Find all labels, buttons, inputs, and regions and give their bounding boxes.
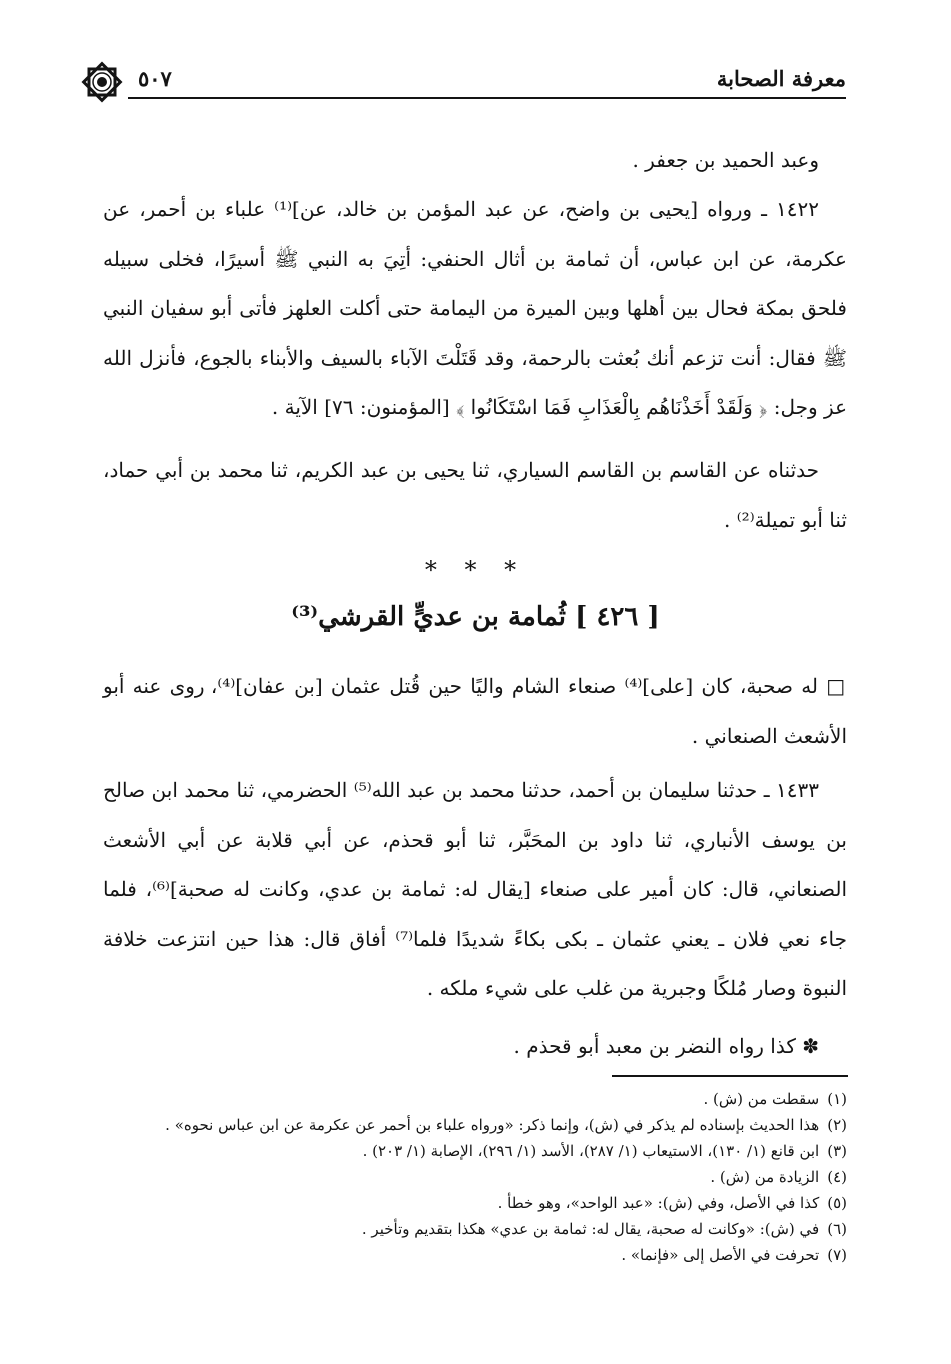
footnote-text: ابن قانع (١/ ١٣٠)، الاستيعاب (١/ ٢٨٧)، الأسد (١/ ٢٩٦)، الإصابة (١/ ٢٠٣) . xyxy=(362,1142,820,1160)
biography-paragraph: □ له صحبة، كان [على]⁽⁴⁾ صنعاء الشام واليًا حين قُتل عثمان [بن عفان]⁽⁴⁾، روى عنه أبو الأشعث الصنعاني . xyxy=(103,674,847,748)
hadith-1433: ١٤٣٣ ـ حدثنا سليمان بن أحمد، حدثنا محمد بن عبد الله⁽⁵⁾ الحضرمي، ثنا محمد ابن صالح بن يوسف الأنباري، ثنا داود بن المحَبَّر، ثنا أبو قحذم، عن أبي قلابة عن أبي الأشعث الصنعاني، قال: كان أمير على صنعاء [يقال له: ثمامة بن عدي، وكانت له صحبة]⁽⁶⁾، فلما جاء نعي فلان ـ يعني عثمان ـ بكى بكاءً شديدًا فلما⁽⁷⁾ أفاق قال: هذا حين انتزعت خلافة النبوة وصار مُلكًا وجبرية من غلب على شيء ملكه . xyxy=(103,778,847,1000)
footnote-text: كذا في الأصل، وفي (ش): «عبد الواحد»، وهو خطأ . xyxy=(497,1194,820,1212)
footnote xyxy=(87,1086,847,1112)
footnote-number: (٤) xyxy=(827,1168,847,1186)
footnote-text: سقطت من (ش) . xyxy=(703,1090,820,1108)
footnote-rule xyxy=(612,1075,848,1077)
footnotes xyxy=(87,1086,847,1268)
page-header xyxy=(80,56,846,102)
page-number: ٥٠٧ xyxy=(138,66,172,91)
hadith-1422: ١٤٢٢ ـ ورواه [يحيى بن واضح، عن عبد المؤمن بن خالد، عن]⁽¹⁾ علباء بن أحمر، عن عكرمة، عن ابن عباس، أن ثمامة بن أثال الحنفي: أتِيَ به النبي ﷺ أسيرًا، فخلى سبيله فلحق بمكة فحال بين أهلها وبين الميرة من اليمامة حتى أكلت العلهز فأتى أبو سفيان النبي ﷺ فقال: أنت تزعم أنك بُعثت بالرحمة، وقد قَتَلْتَ الآباء بالسيف والأبناء بالجوع، فأنزل الله عز وجل: ﴿ وَلَقَدْ أَخَذْنَاهُم بِالْعَذَابِ فَمَا اسْتَكَانُوا ﴾ [المؤمنون: ٧٦] الآية . xyxy=(103,197,847,419)
footnote xyxy=(87,1164,847,1190)
footnote-number: (٢) xyxy=(827,1116,847,1134)
section-separator: * * * xyxy=(424,556,527,584)
footnote-text: هذا الحديث بإسناده لم يذكر في (ش)، وإنما ذكر: «ورواه علباء بن أحمر عن عكرمة عن ابن عباس نحوه» . xyxy=(165,1116,820,1134)
footnote-number: (١) xyxy=(827,1090,847,1108)
footnote xyxy=(87,1242,847,1268)
footnote xyxy=(87,1138,847,1164)
footnote xyxy=(87,1190,847,1216)
header-rule xyxy=(128,97,846,99)
footnote xyxy=(87,1216,847,1242)
section-name: ثُمامة بن عديٍّ القرشي⁽³⁾ xyxy=(291,602,567,632)
octagram-ornament-icon xyxy=(80,60,124,104)
section-number: [ ٤٢٦ ] xyxy=(575,602,660,632)
footnote-number: (٣) xyxy=(827,1142,847,1160)
isnad-paragraph: حدثناه عن القاسم بن القاسم السياري، ثنا يحيى بن عبد الكريم، ثنا محمد بن أبي حماد، ثنا أبو تميلة⁽²⁾ . xyxy=(103,458,847,532)
running-title: معرفة الصحابة xyxy=(716,66,846,91)
footnote-number: (٥) xyxy=(827,1194,847,1212)
footnote-text: في (ش): «وكانت له صحبة، يقال له: ثمامة بن عدي» هكذا بتقديم وتأخير . xyxy=(361,1220,820,1238)
footnote-number: (٦) xyxy=(827,1220,847,1238)
paragraph-continuation: وعبد الحميد بن جعفر . xyxy=(632,148,819,172)
footnote-text: الزيادة من (ش) . xyxy=(710,1168,820,1186)
closing-note: ✽ كذا رواه النضر بن معبد أبو قحذم . xyxy=(513,1034,819,1058)
footnote-number: (٧) xyxy=(827,1246,847,1264)
footnote xyxy=(87,1112,847,1138)
section-heading xyxy=(0,602,951,632)
footnote-text: تحرفت في الأصل إلى «فإنما» . xyxy=(621,1246,820,1264)
